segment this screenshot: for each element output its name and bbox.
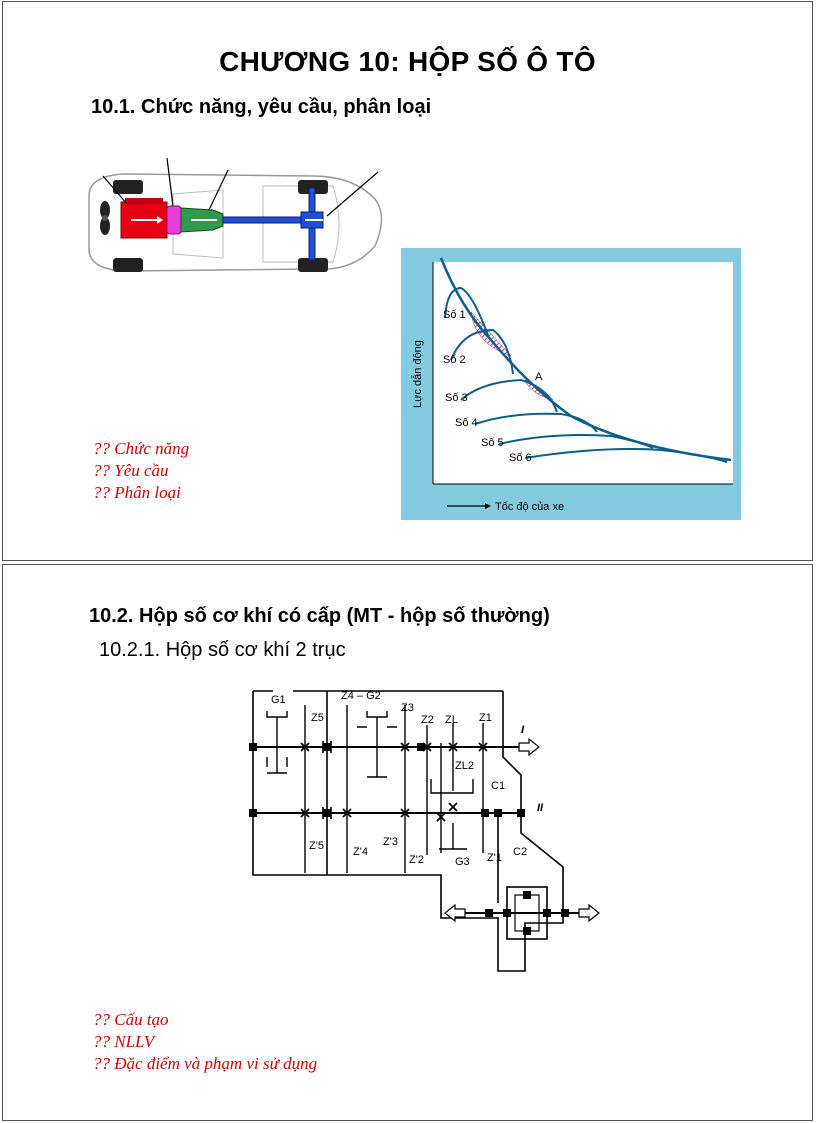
note-item: ?? Phân loại [93, 483, 181, 502]
gear-label-2: Số 2 [443, 354, 466, 366]
slide-1 [2, 1, 813, 561]
section-heading-10-2: 10.2. Hộp số cơ khí có cấp (MT - hộp số thường) [89, 605, 550, 627]
clutch-housing [167, 206, 181, 234]
gear-label-6: Số 6 [509, 452, 532, 464]
section-heading-10-1: 10.1. Chức năng, yêu cầu, phân loại [91, 96, 432, 118]
label-z3: Z3 [401, 702, 414, 714]
slide-2 [2, 564, 813, 1121]
two-shaft-gearbox-schematic [243, 683, 603, 993]
label-zl2: ZL2 [455, 760, 474, 772]
input-arrow-icon [519, 739, 539, 755]
label-z3-prime: Z'3 [383, 836, 398, 848]
label-z2: Z2 [421, 714, 434, 726]
notes-list-1 [93, 438, 189, 504]
gear-label-1: Số 1 [443, 309, 466, 321]
note-item: ?? NLLV [93, 1032, 155, 1051]
label-z2-prime: Z'2 [409, 854, 424, 866]
chapter-title: CHƯƠNG 10: HỘP SỐ Ô TÔ [219, 46, 596, 77]
gear-label-4: Số 4 [455, 417, 478, 429]
traction-force-graph [401, 248, 741, 520]
x-axis-label: Tốc độ của xe [495, 501, 565, 513]
y-axis-label: Lực dẫn động [412, 340, 424, 408]
label-z5: Z5 [311, 712, 324, 724]
label-zl: ZL [445, 714, 458, 726]
label-g3: G3 [455, 856, 470, 868]
notes-list-2 [93, 1009, 317, 1075]
label-z4-prime: Z'4 [353, 846, 368, 858]
output-right-arrow-icon [579, 905, 599, 921]
gear-label-3: Số 3 [445, 392, 468, 404]
driveshaft [223, 217, 308, 223]
gear-label-5: Số 5 [481, 437, 504, 449]
note-item: ?? Chức năng [93, 439, 190, 458]
label-z1-prime: Z'1 [487, 852, 502, 864]
label-z1: Z1 [479, 712, 492, 724]
label-g1: G1 [271, 694, 286, 706]
note-item: ?? Cấu tạo [93, 1010, 169, 1029]
note-item: ?? Đặc điểm và phạm vi sử dụng [93, 1054, 318, 1073]
housing-outline [253, 691, 563, 971]
label-z4-g2: Z4 – G2 [341, 690, 381, 702]
car-drivetrain-illustration [83, 154, 403, 284]
label-shaft-i: I [521, 724, 525, 736]
label-c1: C1 [491, 780, 506, 792]
subsection-heading-10-2-1: 10.2.1. Hộp số cơ khí 2 trục [99, 639, 346, 661]
label-shaft-ii: II [537, 802, 544, 814]
label-z5-prime: Z'5 [309, 840, 324, 852]
note-item: ?? Yêu cầu [93, 461, 169, 480]
point-a-label: A [535, 371, 543, 383]
label-c2: C2 [513, 846, 528, 858]
